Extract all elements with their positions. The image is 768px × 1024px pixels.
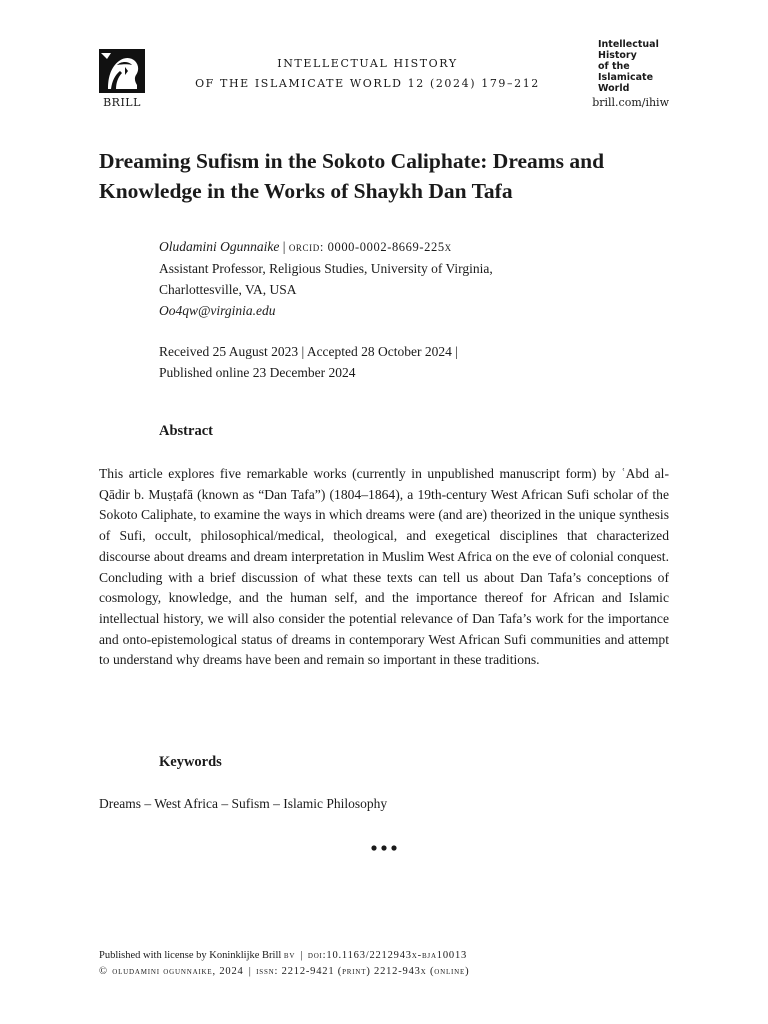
footer-license-line [99,948,679,964]
journal-logo [598,39,678,94]
keywords-heading: Keywords [159,754,222,770]
license-text: Published with license by Koninklijke Brill [99,950,282,961]
published-online-date: Published online 23 December 2024 [159,365,356,380]
orcid-link[interactable]: orcid: 0000-0002-8669-225x [288,240,452,254]
journal-logo-line: Intellectual [598,39,659,50]
abstract-heading: Abstract [159,423,213,439]
author-affiliation: Assistant Professor, Religious Studies, University of Virginia, [159,261,493,276]
journal-logo-line: World [598,83,630,94]
license-bv: bv [283,950,296,961]
author-block [159,236,669,321]
journal-url-link[interactable]: brill.com/ihiw [592,96,669,109]
received-accepted-dates: Received 25 August 2023 | Accepted 28 October 2024 | [159,344,458,359]
article-title: Dreaming Sufism in the Sokoto Caliphate: Dreams and Knowledge in the Works of Shaykh Dan Tafa [99,149,605,203]
footer-separator: | [295,950,308,961]
issn-text: issn: 2212-9421 (print) 2212-943x (online) [256,966,470,977]
copyright-text: oludamini ogunnaike, 2024 [112,966,244,977]
page-footer [99,948,679,980]
author-location: Charlottesville, VA, USA [159,282,297,297]
footer-copyright-line [99,964,679,980]
journal-header-line1: INTELLECTUAL HISTORY [277,57,458,70]
section-ornament-icon [368,843,400,853]
journal-logo-line: History [598,50,637,61]
doi-link[interactable]: doi:10.1163/2212943x-bja10013 [307,950,468,961]
journal-header-line2: OF THE ISLAMICATE WORLD 12 (2024) 179–212 [195,77,540,90]
footer-separator: | [243,966,257,977]
author-line [159,236,669,258]
author-separator: | [279,239,289,254]
copyright-symbol: © [99,966,107,977]
author-name: Oludamini Ogunnaike [159,239,280,254]
keywords-text: Dreams – West Africa – Sufism – Islamic Philosophy [99,796,388,811]
journal-header [180,54,555,94]
journal-logo-line: of the [598,61,630,72]
abstract-text: This article explores five remarkable works (currently in unpublished manuscript form) by ʿAbd al-Qādir b. Muṣṭafā (known as “Dan Tafa”) (1804–1864), a 19th-century West African Sufi scholar of the Sokoto Caliphate, to examine the ways in which dreams were (and are) theorized in the unique synthesis of Sufi, occult, philosophical/medical, theological, and exegetical disciplines that characterized discourse about dreams and dream interpretation in Muslim West Africa on the eve of colonial conquest. Concluding with a brief discussion of what these texts can tell us about Dan Tafa’s conceptions of cosmology, knowledge, and the human self, and the importance thereof for African and Islamic intellectual history, we will also consider the potential relevance of Dan Tafa’s work for the importance and onto-epistemological status of dreams in contemporary West African Sufi communities and attempt to understand why dreams have been and remain so important in these traditions. [99,466,669,668]
brill-logo-icon [99,49,145,93]
publisher-name: BRILL [103,96,141,109]
publication-dates [159,341,669,383]
author-email-link[interactable]: Oo4qw@virginia.edu [159,303,276,318]
journal-logo-line: Islamicate [598,72,654,83]
